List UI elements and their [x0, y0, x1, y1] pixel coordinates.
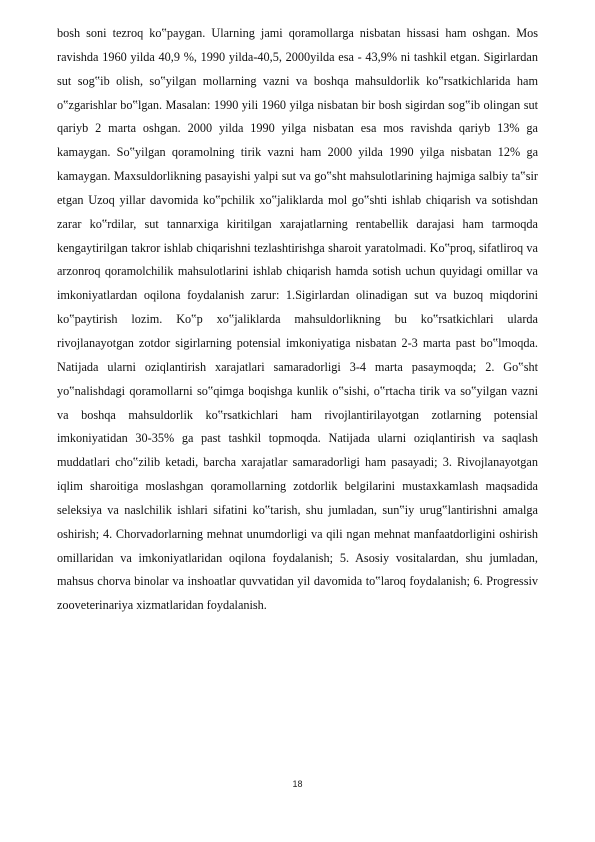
- page-number: 18: [292, 779, 303, 789]
- body-paragraph: bosh soni tezroq ko‟paygan. Ularning jami qoramollarga nisbatan hissasi ham oshgan. Mos ravishda 1960 yilda 40,9 %, 1990 yilda-40,5, 2000yilda esa - 43,9% ni tashkil etgan. Sigirlardan sut sog‟ib olish, so‟yilgan mollarning vazni va boshqa mahsuldorlik ko‟rsatkichlarida ham o‟zgarishlar bo‟lgan. Masalan: 1990 yili 1960 yilga nisbatan bir bosh sigirdan sog‟ib olingan sut qariyb 2 marta oshgan. 2000 yilda 1990 yilga nisbatan esa mos ravishda qariyb 13% ga kamaygan. So‟yilgan qoramolning tirik vazni ham 2000 yilda 1990 yilga nisbatan 12% ga kamaygan. Maxsuldorlikning pasayishi yalpi sut va go‟sht mahsulotlarining hajmiga salbiy ta‟sir etgan Uzoq yillar davomida ko‟pchilik xo‟jaliklarda mol go‟shti ishlab chiqarish va sotishdan zarar ko‟rdilar, sut tannarxiga kiritilgan xarajatlarning rentabellik darajasi ham tarmoqda kengaytirilgan takror ishlab chiqarishni tezlashtirishga sharoit yaratolmadi. Ko‟proq, sifatliroq va arzonroq qoramolchilik mahsulotlarini ishlab chiqarish hamda sotish uchun quyidagi omillar va imkoniyatlardan oqilona foydalanish zarur: 1.Sigirlardan olinadigan sut va buzoq miqdorini ko‟paytirish lozim. Ko‟p xo‟jaliklarda mahsuldorlikning bu ko‟rsatkichlari ularda rivojlanayotgan zotdor sigirlarning potensial imkoniyatiga nisbatan 2-3 marta past bo‟lmoqda. Natijada ularni oziqlantirish xarajatlari samaradorligi 3-4 marta pasaymoqda; 2. Go‟sht yo‟nalishdagi qoramollarni so‟qimga boqishga kunlik o‟sishi, o‟rtacha tirik va so‟yilgan vazni va boshqa mahsuldorlik ko‟rsatkichlari ham rivojlantirilayotgan zotlarning potensial imkoniyatidan 30-35% ga past tashkil topmoqda. Natijada ularni oziqlantirish va saqlash muddatlari cho‟zilib ketadi, barcha xarajatlar samaradorligi ham pasayadi; 3. Rivojlanayotgan iqlim sharoitiga moslashgan qoramollarning zotdorlik belgilarini mustaxkamlash maqsadida seleksiya va naslchilik ishlari sifatini ko‟tarish, shu jumladan, sun‟iy urug‟lantirishni amalga oshirish; 4. Chorvadorlarning mehnat unumdorligi va qili ngan mehnat manfaatdorligini oshirish omillaridan va imkoniyatlaridan oqilona foydalanish; 5. Asosiy vositalardan, shu jumladan, mahsus chorva binolar va inshoatlar quvvatidan yil davomida to‟laroq foydalanish; 6. Progressiv zooveterinariya xizmatlaridan foydalanish.: [57, 26, 538, 613]
